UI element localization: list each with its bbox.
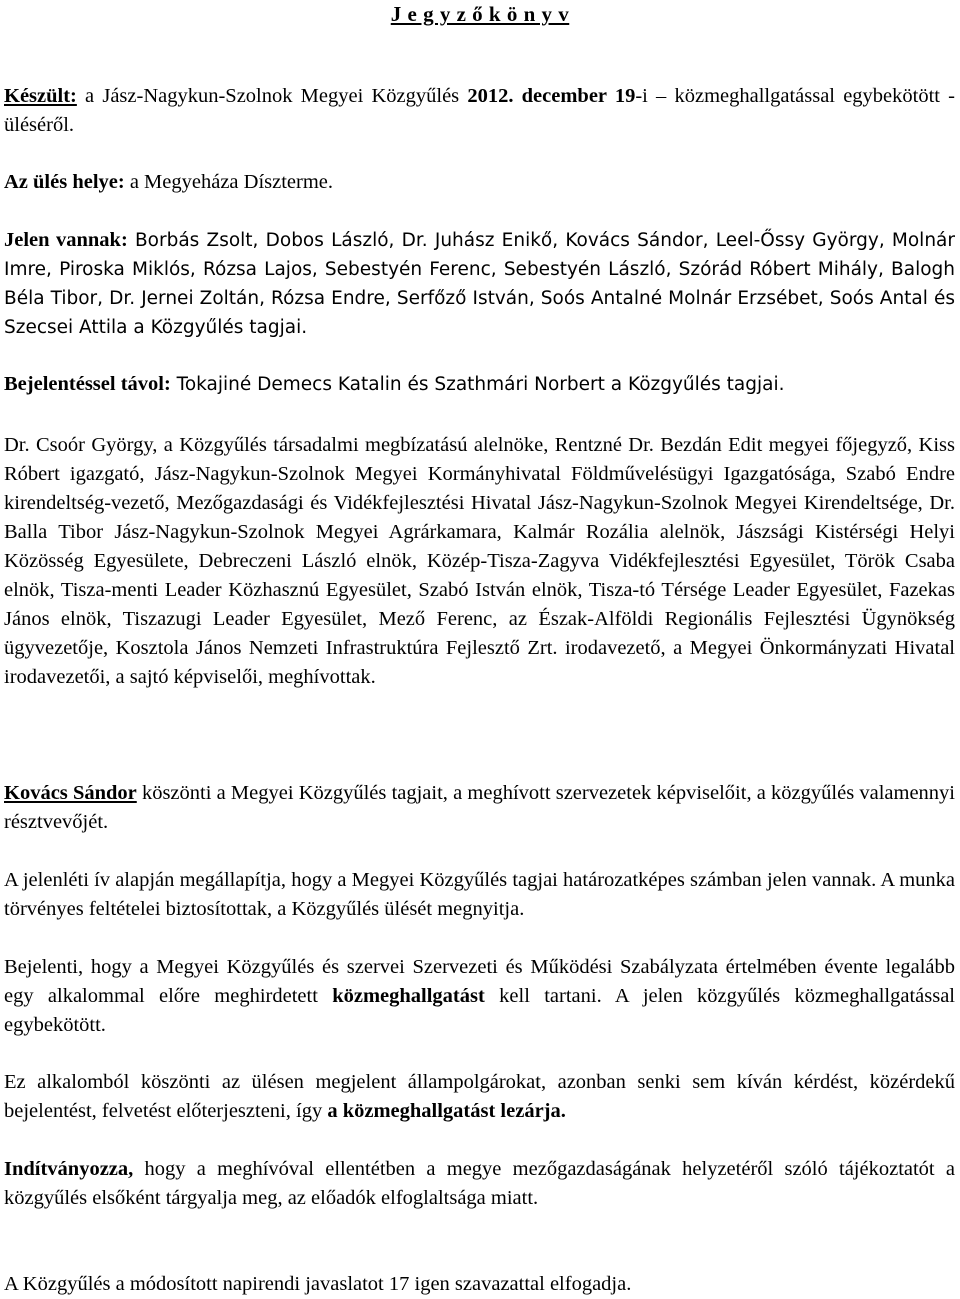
paragraph-bejelentessel-tavol: Bejelentéssel távol: Tokajiné Demecs Katalin és Szathmári Norbert a Közgyűlés tagjai. [4,373,785,395]
paragraph-meghivottak: Dr. Csoór György, a Közgyűlés társadalmi megbízatású alelnöke, Rentzné Dr. Bezdán Edit megyei főjegyző, Kiss Róbert igazgató, Jász-Nagykun-Szolnok Megyei Kormányhivatal Földművelésügyi Igazgatósága, Szabó Endre kirendeltség-vezető, Mezőgazdasági és Vidékfejlesztési Hivatal Jász-Nagykun-Szolnok Megyei Kirendeltsége, Dr. Balla Tibor Jász-Nagykun-Szolnok Megyei Agrárkamara, Kalmár Rozália alelnök, Jászsági Kistérségi Helyi Közösség Egyesülete, Debreczeni László elnök, Közép-Tisza-Zagyva Vidékfejlesztési Egyesület, Török Csaba elnök, Tisza-menti Leader Közhasznú Egyesület, Szabó István elnök, Tisza-tó Térsége Leader Egyesület, Fazekas János elnök, Tiszazugi Leader Egyesület, Mező Ferenc, az Észak-Alföldi Regionális Fejlesztési Ügynökség ügyvezetője, Kosztola János Nemzeti Infrastruktúra Fejlesztő Zrt. irodavezető, a Megyei Önkormányzati Hivatal irodavezetői, a sajtó képviselői, meghívottak. [4,434,955,688]
paragraph-lezaras: Ez alkalomból köszönti az ülésen megjelent állampolgárokat, azonban senki sem kíván kérdést, közérdekű bejelentést, felvetést előterjeszteni, így a közmeghallgatást lezárja. [4,1071,955,1122]
keszult-label: Készült: [4,85,77,107]
paragraph-szavazas: A Közgyűlés a módosított napirendi javaslatot 17 igen szavazattal elfogadja. [4,1273,632,1295]
paragraph-koszontes: Kovács Sándor köszönti a Megyei Közgyűlés tagjait, a meghívott szervezetek képviselőit, a közgyűlés valamennyi résztvevőjét. [4,782,955,833]
paragraph-jelen-vannak: Jelen vannak: Borbás Zsolt, Dobos László, Dr. Juhász Enikő, Kovács Sándor, Leel-Őssy György, Molnár Imre, Piroska Miklós, Rózsa Lajos, Sebestyén Ferenc, Sebestyén László, Szórád Róbert Mihály, Balogh Béla Tibor, Dr. Jernei Zoltán, Rózsa Endre, Serfőző István, Soós Antalné Molnár Erzsébet, Soós Antal és Szecsei Attila a Közgyűlés tagjai. [4,229,955,338]
jelen-vannak-label: Jelen vannak: [4,229,128,251]
inditvanyozza-label: Indítványozza, [4,1158,134,1180]
document-title: J e g y z ő k ö n y v [390,2,570,26]
paragraph-kozmeghallgatas: Bejelenti, hogy a Megyei Közgyűlés és szervei Szervezeti és Működési Szabályzata értelmében évente legalább egy alkalommal előre meghirdetett közmeghallgatást kell tartani. A jelen közgyűlés közmeghallgatással egybekötött. [4,956,955,1036]
paragraph-keszult: Készült: a Jász-Nagykun-Szolnok Megyei Közgyűlés 2012. december 19-i – közmeghallgatással egybekötött - üléséről. [4,85,955,136]
bejelentessel-tavol-label: Bejelentéssel távol: [4,373,171,395]
ules-helye-label: Az ülés helye: [4,171,125,193]
paragraph-ules-helye: Az ülés helye: a Megyeháza Díszterme. [4,171,334,193]
paragraph-hatarozatkepesseg: A jelenléti ív alapján megállapítja, hogy a Megyei Közgyűlés tagjai határozatképes számban jelen vannak. A munka törvényes feltételei biztosítottak, a Közgyűlés ülését megnyitja. [4,869,955,920]
paragraph-inditvany: Indítványozza, hogy a meghívóval ellentétben a megye mezőgazdaságának helyzetéről szóló tájékoztatót a közgyűlés elsőként tárgyalja meg, az előadók elfoglaltsága miatt. [4,1158,955,1209]
kovacs-sandor-label: Kovács Sándor [4,782,137,804]
